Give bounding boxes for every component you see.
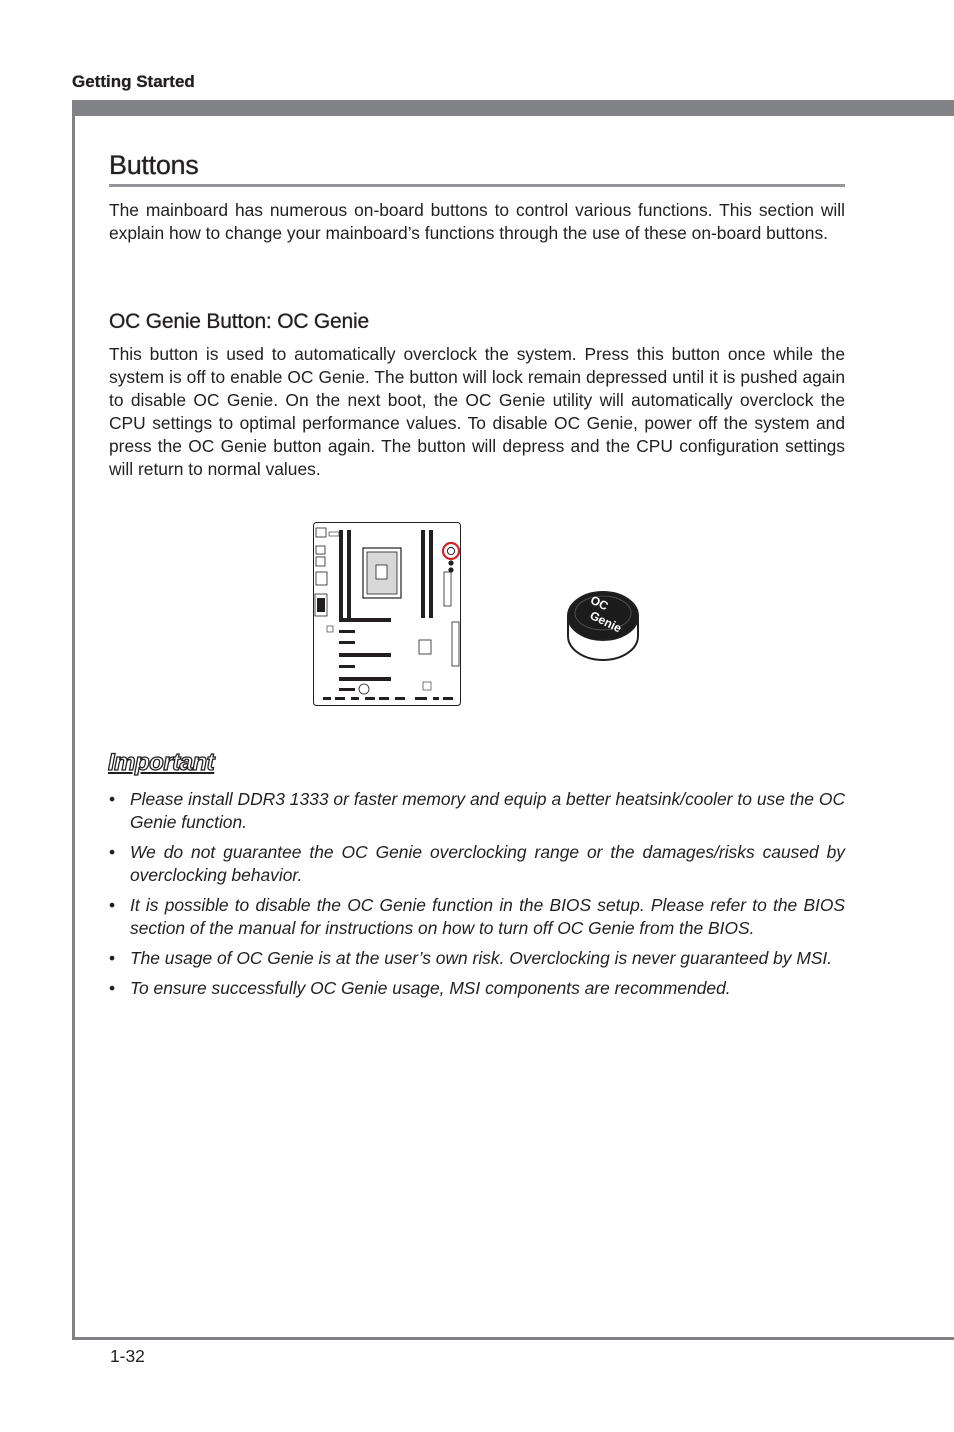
footer-rule: [72, 1337, 954, 1340]
button-label-genie: Genie: [587, 608, 624, 636]
button-label-oc: OC: [588, 592, 611, 614]
list-item: [109, 841, 845, 887]
bullet: •: [109, 842, 116, 862]
title-underline: [109, 184, 845, 187]
list-item: [109, 788, 845, 834]
mainboard-layout-diagram: [313, 522, 461, 706]
oc-genie-button-illustration: [560, 578, 646, 662]
header-bar: [72, 100, 954, 116]
important-list: [109, 788, 845, 1007]
list-item-text: We do not guarantee the OC Genie overclocking range or the damages/risks caused by overclocking behavior.: [130, 842, 845, 885]
list-item: [109, 947, 845, 970]
left-margin-rule: [72, 100, 75, 1340]
list-item-text: To ensure successfully OC Genie usage, MSI components are recommended.: [130, 978, 731, 998]
intro-paragraph: The mainboard has numerous on-board buttons to control various functions. This section will explain how to change your mainboard’s functions through the use of these on-board buttons.: [109, 200, 845, 243]
list-item: [109, 977, 845, 1000]
list-item: [109, 894, 845, 940]
list-item-text: It is possible to disable the OC Genie function in the BIOS setup. Please refer to the BIOS section of the manual for instructions on how to turn off OC Genie from the BIOS.: [130, 895, 845, 938]
bullet: •: [109, 789, 116, 809]
oc-genie-heading: OC Genie Button: OC Genie: [109, 310, 369, 333]
list-item-text: The usage of OC Genie is at the user’s own risk. Overclocking is never guaranteed by MSI.: [130, 948, 833, 968]
bullet: •: [109, 978, 116, 998]
bullet: •: [109, 948, 116, 968]
running-head: Getting Started: [72, 72, 195, 91]
important-heading: Important: [108, 749, 215, 776]
list-item-text: Please install DDR3 1333 or faster memory and equip a better heatsink/cooler to use the OC Genie function.: [130, 789, 845, 832]
page-number: 1-32: [110, 1346, 145, 1366]
bullet: •: [109, 895, 116, 915]
oc-genie-paragraph: This button is used to automatically overclock the system. Press this button once while the system is off to enable OC Genie. The button will lock remain depressed until it is pushed again to disable OC Genie. On the next boot, the OC Genie utility will automatically overclock the CPU settings to optimal performance values. To disable OC Genie, power off the system and press the OC Genie button again. The button will depress and the CPU configuration settings will return to normal values.: [109, 344, 845, 479]
section-title: Buttons: [109, 150, 199, 180]
